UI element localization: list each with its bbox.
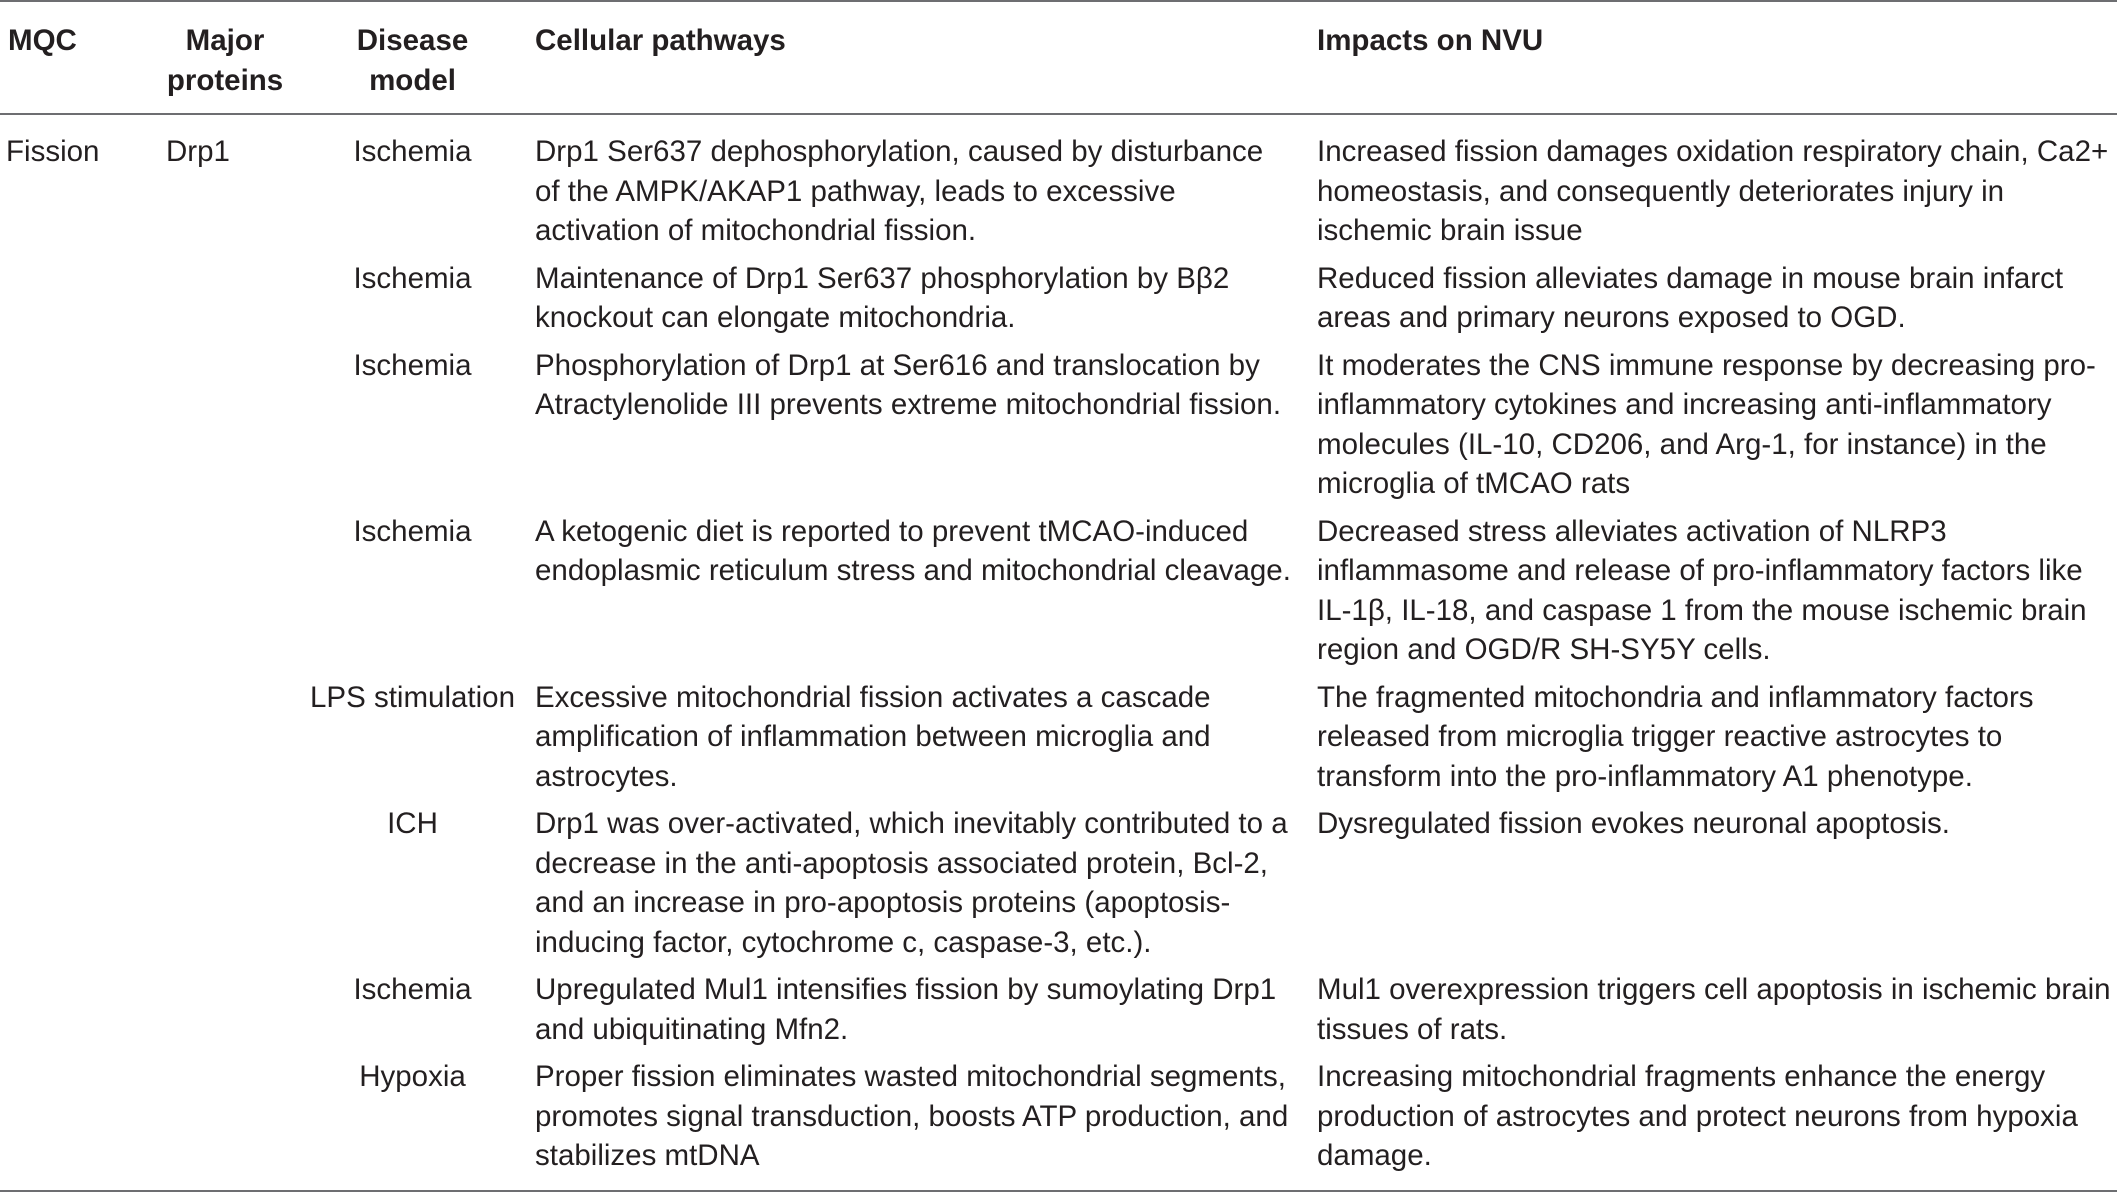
- cell-impact: Reduced fission alleviates damage in mouse brain infarct areas and primary neurons exposed to OGD.: [1317, 261, 2064, 334]
- cell-cellular-pathway: Phosphorylation of Drp1 at Ser616 and translocation by Atractylenolide III prevents extreme mitochondrial fission.: [535, 348, 1282, 421]
- cell-impact: Decreased stress alleviates activation of NLRP3 inflammasome and release of pro-inflammatory factors like IL-1β, IL-18, and caspase 1 from the mouse ischemic brain region and OGD/R SH-SY5Y cells.: [1317, 514, 2087, 666]
- cell-mqc-empty: [0, 804, 150, 970]
- cell-impact: Mul1 overexpression triggers cell apoptosis in ischemic brain tissues of rats.: [1317, 973, 2111, 1046]
- cell-disease-model: Ischemia: [353, 514, 472, 548]
- cell-disease-model: ICH: [387, 807, 438, 840]
- cell-major-protein-empty: [150, 259, 300, 346]
- cell-major-protein-empty: [150, 678, 300, 805]
- cell-mqc-empty: [0, 970, 150, 1057]
- table-row: [0, 1057, 2117, 1191]
- table-header: [0, 1, 2117, 114]
- cell-impact: Dysregulated fission evokes neuronal apoptosis.: [1317, 807, 1950, 840]
- cell-disease-model: Hypoxia: [359, 1060, 466, 1093]
- header-disease-model-line1: Disease: [356, 24, 469, 57]
- header-disease-model: [300, 1, 525, 114]
- cell-disease-model: LPS stimulation: [310, 680, 515, 714]
- cell-disease-model: Ischemia: [353, 261, 472, 295]
- header-major-proteins: [150, 1, 300, 114]
- header-disease-model-line2: model: [369, 63, 456, 97]
- cell-disease-model: Ischemia: [353, 973, 472, 1006]
- header-impacts-on-nvu: Impacts on NVU: [1317, 24, 1544, 57]
- cell-cellular-pathway: Proper fission eliminates wasted mitochondrial segments, promotes signal transduction, boosts ATP production, and stabilizes mtDNA: [535, 1060, 1289, 1172]
- cell-mqc-empty: [0, 512, 150, 678]
- cell-cellular-pathway: Drp1 was over-activated, which inevitably contributed to a decrease in the anti-apoptosis associated protein, Bcl-2, and an increase in pro-apoptosis proteins (apoptosis-inducing factor, cytochrome c, caspase-3, etc.).: [535, 807, 1288, 959]
- table-row: [0, 346, 2117, 512]
- header-mqc: MQC: [8, 24, 77, 57]
- table-body: [0, 114, 2117, 1191]
- cell-major-protein: Drp1: [166, 135, 230, 168]
- cell-cellular-pathway: Maintenance of Drp1 Ser637 phosphorylation by Bβ2 knockout can elongate mitochondria.: [535, 261, 1230, 334]
- cell-mqc-empty: [0, 346, 150, 512]
- table-row: [0, 259, 2117, 346]
- cell-impact: The fragmented mitochondria and inflammatory factors released from microglia trigger reactive astrocytes to transform into the pro-inflammatory A1 phenotype.: [1317, 680, 2034, 793]
- cell-major-protein-empty: [150, 346, 300, 512]
- cell-mqc: Fission: [6, 135, 100, 168]
- header-major-proteins-line2: proteins: [166, 63, 284, 97]
- table-row: [0, 114, 2117, 259]
- header-row: [0, 1, 2117, 114]
- header-major-proteins-line1: Major: [185, 24, 265, 57]
- cell-cellular-pathway: A ketogenic diet is reported to prevent tMCAO-induced endoplasmic reticulum stress and mitochondrial cleavage.: [535, 514, 1291, 587]
- table-row: [0, 970, 2117, 1057]
- header-cellular-pathways: Cellular pathways: [535, 24, 786, 57]
- cell-cellular-pathway: Drp1 Ser637 dephosphorylation, caused by disturbance of the AMPK/AKAP1 pathway, leads to excessive activation of mitochondrial fission.: [535, 135, 1264, 247]
- cell-impact: Increased fission damages oxidation respiratory chain, Ca2+ homeostasis, and consequently deteriorates injury in ischemic brain issue: [1317, 135, 2109, 247]
- table-row: [0, 512, 2117, 678]
- cell-impact: It moderates the CNS immune response by decreasing pro-inflammatory cytokines and increasing anti-inflammatory molecules (IL-10, CD206, and Arg-1, for instance) in the microglia of tMCAO rats: [1317, 348, 2096, 500]
- cell-disease-model: Ischemia: [353, 135, 472, 168]
- cell-major-protein-empty: [150, 512, 300, 678]
- cell-major-protein-empty: [150, 804, 300, 970]
- table-row: [0, 678, 2117, 805]
- cell-major-protein-empty: [150, 1057, 300, 1191]
- cell-cellular-pathway: Excessive mitochondrial fission activates a cascade amplification of inflammation between microglia and astrocytes.: [535, 680, 1211, 793]
- cell-mqc-empty: [0, 259, 150, 346]
- cell-disease-model: Ischemia: [353, 348, 472, 382]
- table-row: [0, 804, 2117, 970]
- cell-impact: Increasing mitochondrial fragments enhance the energy production of astrocytes and protect neurons from hypoxia damage.: [1317, 1060, 2078, 1172]
- cell-mqc-empty: [0, 1057, 150, 1191]
- cell-cellular-pathway: Upregulated Mul1 intensifies fission by sumoylating Drp1 and ubiquitinating Mfn2.: [535, 973, 1277, 1046]
- cell-mqc-empty: [0, 678, 150, 805]
- cell-major-protein-empty: [150, 970, 300, 1057]
